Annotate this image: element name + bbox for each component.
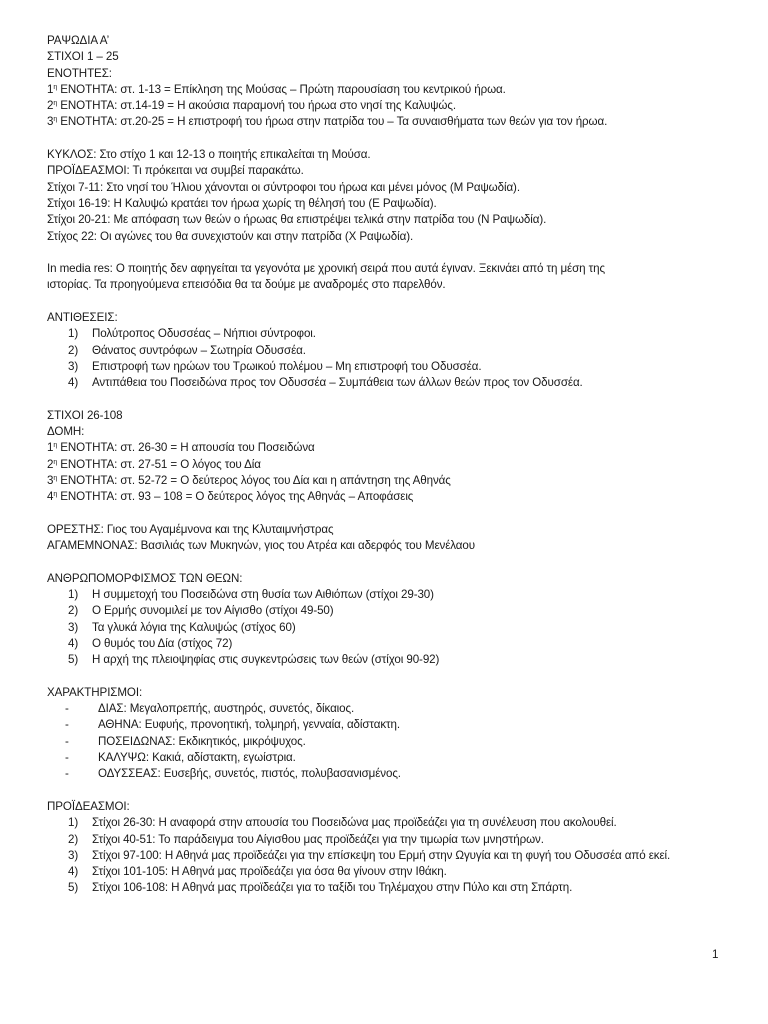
list-item: 2) Στίχοι 40-51: Το παράδειγμα του Αίγισθου μας προϊδεάζει για την τιμωρία των μνηστήρων. (68, 832, 544, 846)
verses-heading: ΣΤΙΧΟΙ 1 – 25 (47, 50, 119, 64)
list-item: - ΠΟΣΕΙΔΩΝΑΣ: Εκδικητικός, μικρόψυχος. (65, 734, 306, 748)
units-heading: ΕΝΟΤΗΤΕΣ: (47, 66, 112, 80)
list-item: 5) Στίχοι 106-108: Η Αθηνά μας προϊδεάζει για το ταξίδι του Τηλέμαχου στην Πύλο και στη Σπάρτη. (68, 881, 573, 895)
page-number: 1 (712, 948, 719, 961)
note-line: Στίχοι 20-21: Με απόφαση των θεών ο ήρωας θα επιστρέψει τελικά στην πατρίδα του (Ν Ραψωδία). (47, 213, 547, 227)
unit-line: $3^\eta$ ΕΝΟΤΗΤΑ: στ. 52-72 = Ο δεύτερος λόγος του Δία και η απάντηση της Αθηνάς (47, 474, 451, 488)
anthropomorphism-heading: ΑΝΘΡΩΠΟΜΟΡΦΙΣΜΟΣ ΤΩΝ ΘΕΩΝ: (47, 571, 243, 585)
anthropomorphism-list (47, 587, 727, 668)
person-line: ΑΓΑΜΕΜΝΟΝΑΣ: Βασιλιάς των Μυκηνών, γιος του Ατρέα και αδερφός του Μενέλαου (47, 539, 475, 553)
list-item: 4) Ο θυμός του Δία (στίχος 72) (68, 636, 233, 650)
person-line: ΟΡΕΣΤΗΣ: Γιος του Αγαμέμνονα και της Κλυταιμνήστρας (47, 522, 334, 536)
list-item: 2) Ο Ερμής συνομιλεί με τον Αίγισθο (στίχοι 49-50) (68, 604, 334, 618)
list-item: 1) Η συμμετοχή του Ποσειδώνα στη θυσία των Αιθιόπων (στίχοι 29-30) (68, 588, 434, 602)
document-page (47, 33, 727, 897)
note-line: ΠΡΟΪΔΕΑΣΜΟΙ: Τι πρόκειται να συμβεί παρακάτω. (47, 164, 304, 178)
antitheses-list (47, 326, 727, 391)
note-line: ΚΥΚΛΟΣ: Στο στίχο 1 και 12-13 ο ποιητής επικαλείται τη Μούσα. (47, 148, 371, 162)
traits-heading: ΧΑΡΑΚΤΗΡΙΣΜΟΙ: (47, 685, 143, 699)
list-item: - ΚΑΛΥΨΩ: Κακιά, αδίστακτη, εγωίστρια. (65, 751, 296, 765)
foreshadowing-list (47, 815, 727, 896)
list-item: 2) Θάνατος συντρόφων – Σωτηρία Οδυσσέα. (68, 343, 306, 357)
verses-heading-2: ΣΤΙΧΟΙ 26-108 (47, 408, 123, 422)
list-item: - ΑΘΗΝΑ: Ευφυής, προνοητική, τολμηρή, γενναία, αδίστακτη. (65, 718, 401, 732)
list-item: 3) Τα γλυκά λόγια της Καλυψώς (στίχος 60) (68, 620, 296, 634)
note-line: Στίχοι 16-19: Η Καλυψώ κρατάει τον ήρωα χωρίς τη θέλησή του (Ε Ραψωδία). (47, 196, 437, 210)
note-line: Στίχοι 7-11: Στο νησί του Ήλιου χάνονται οι σύντροφοι του ήρωα και μένει μόνος (Μ Ραψωδία). (47, 180, 520, 194)
list-item: 3) Στίχοι 97-100: Η Αθηνά μας προϊδεάζει για την επίσκεψη του Ερμή στην Ωγυγία και τη φυγή του Οδυσσέα από εκεί. (68, 848, 671, 862)
antitheses-heading: ΑΝΤΙΘΕΣΕΙΣ: (47, 311, 118, 325)
list-item: 4) Στίχοι 101-105: Η Αθηνά μας προϊδεάζει για όσα θα γίνουν στην Ιθάκη. (68, 865, 447, 879)
in-media-res-line: In media res: Ο ποιητής δεν αφηγείται τα γεγονότα με χρονική σειρά που αυτά έγιναν. Ξεκινάει από τη μέση της (47, 262, 605, 276)
unit-line: $3^\eta$ ΕΝΟΤΗΤΑ: στ.20-25 = Η επιστροφή του ήρωα στην πατρίδα του – Τα συναισθήματα των θεών για τον ήρωα. (47, 115, 608, 129)
foreshadowing-heading: ΠΡΟΪΔΕΑΣΜΟΙ: (47, 799, 130, 813)
traits-list (47, 701, 727, 782)
unit-line: $1^\eta$ ΕΝΟΤΗΤΑ: στ. 26-30 = Η απουσία του Ποσειδώνα (47, 441, 315, 455)
unit-line: $1^\eta$ ΕΝΟΤΗΤΑ: στ. 1-13 = Επίκληση της Μούσας – Πρώτη παρουσίαση του κεντρικού ήρωα. (47, 82, 506, 96)
note-line: Στίχος 22: Οι αγώνες του θα συνεχιστούν και στην πατρίδα (Χ Ραψωδία). (47, 229, 414, 243)
list-item: 5) Η αρχή της πλειοψηφίας στις συγκεντρώσεις των θεών (στίχοι 90-92) (68, 653, 440, 667)
unit-line: $2^\eta$ ΕΝΟΤΗΤΑ: στ.14-19 = Η ακούσια παραμονή του ήρωα στο νησί της Καλυψώς. (47, 99, 456, 113)
list-item: - ΔΙΑΣ: Μεγαλοπρεπής, αυστηρός, συνετός, δίκαιος. (65, 702, 355, 716)
list-item: 1) Πολύτροπος Οδυσσέας – Νήπιοι σύντροφοι. (68, 327, 316, 341)
list-item: 3) Επιστροφή των ηρώων του Τρωικού πολέμου – Μη επιστροφή του Οδυσσέα. (68, 359, 482, 373)
list-item: 1) Στίχοι 26-30: Η αναφορά στην απουσία του Ποσειδώνα μας προϊδεάζει για τη συνέλευση που ακολουθεί. (68, 816, 617, 830)
list-item: 4) Αντιπάθεια του Ποσειδώνα προς τον Οδυσσέα – Συμπάθεια των άλλων θεών προς τον Οδυσσέα. (68, 376, 583, 390)
unit-line: $4^\eta$ ΕΝΟΤΗΤΑ: στ. 93 – 108 = Ο δεύτερος λόγος της Αθηνάς – Αποφάσεις (47, 490, 414, 504)
rhapsody-title: ΡΑΨΩΔΙΑ Α’ (47, 34, 110, 47)
unit-line: $2^\eta$ ΕΝΟΤΗΤΑ: στ. 27-51 = Ο λόγος του Δία (47, 457, 261, 471)
in-media-res-line: ιστορίας. Τα προηγούμενα επεισόδια θα τα δούμε με αναδρομές στο παρελθόν. (47, 278, 446, 292)
structure-heading: ΔΟΜΗ: (47, 425, 85, 439)
list-item: - ΟΔΥΣΣΕΑΣ: Ευσεβής, συνετός, πιστός, πολυβασανισμένος. (65, 767, 401, 781)
